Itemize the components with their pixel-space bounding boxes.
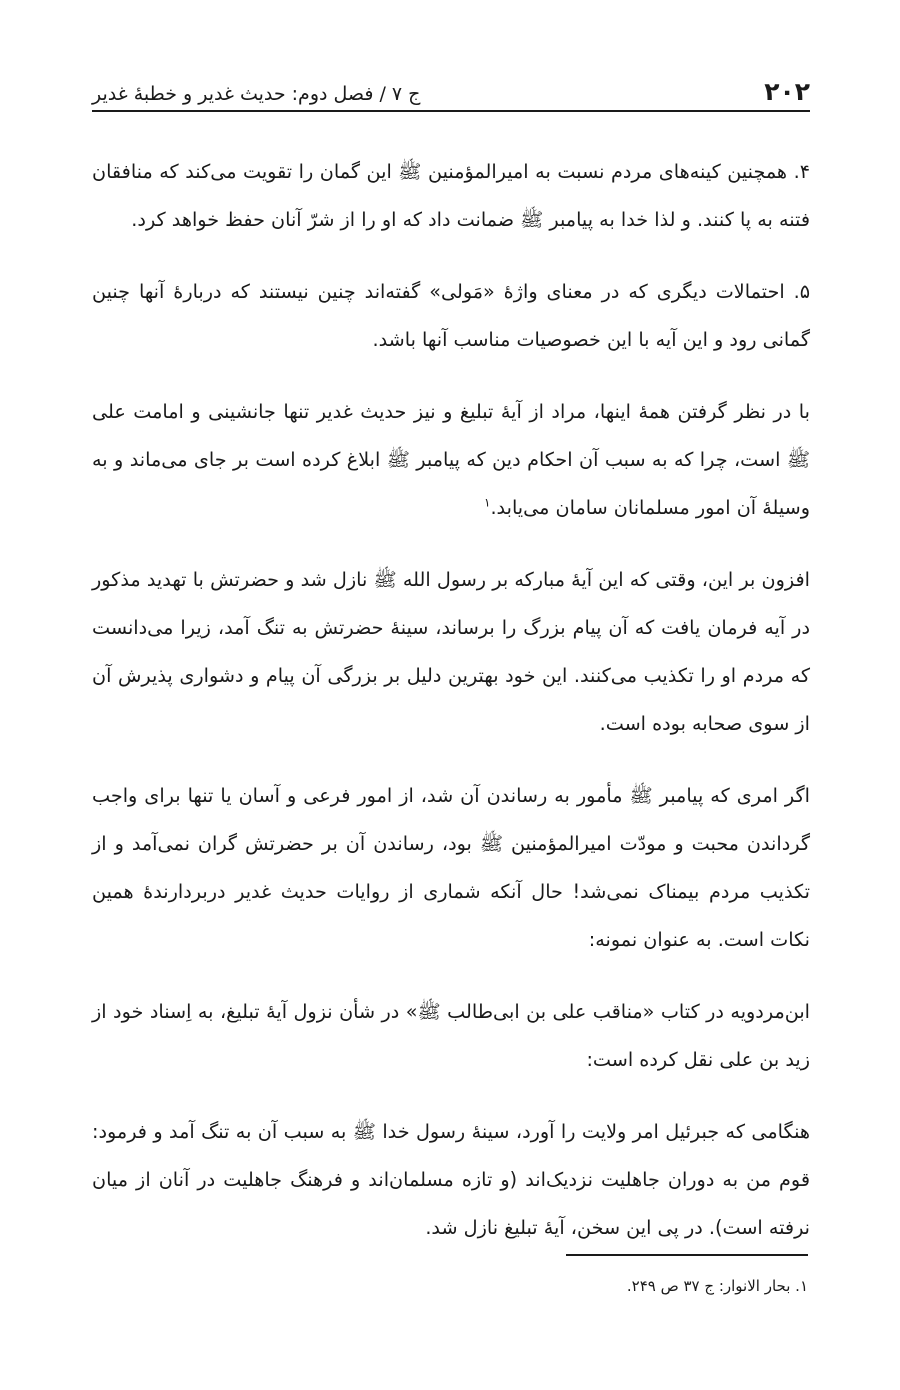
paragraph-1: ۴. همچنین کینه‌های مردم نسبت به امیرالمؤمنین ﷺ این گمان را تقویت می‌کند که منافقان فتنه به پا کنند. و لذا خدا به پیامبر ﷺ ضمانت داد که او را از شرّ آنان حفظ خواهد کرد. xyxy=(92,160,810,231)
paragraph-3-text: با در نظر گرفتن همهٔ اینها، مراد از آیهٔ تبلیغ و نیز حدیث غدیر تنها جانشینی و امامت علی ﷺ است، چرا که به سبب آن احکام دین که پیامبر ﷺ ابلاغ کرده است بر جای می‌ماند و به وسیلهٔ آن امور مسلمانان سامان می‌یابد. xyxy=(92,400,810,519)
book-page xyxy=(92,58,810,1276)
header-title: ج ۷ / فصل دوم: حدیث غدیر و خطبهٔ غدیر xyxy=(92,83,421,105)
paragraph-3 xyxy=(92,388,810,532)
paragraph-2: ۵. احتمالات دیگری که در معنای واژهٔ «مَولی» گفته‌اند چنین نیستند که دربارهٔ آنها چنین گمانی رود و این آیه با این خصوصیات مناسب آنها باشد. xyxy=(92,280,810,351)
body-text xyxy=(92,148,810,1252)
paragraph-5: اگر امری که پیامبر ﷺ مأمور به رساندن آن شد، از امور فرعی و آسان یا تنها برای واجب گرداندن محبت و مودّت امیرالمؤمنین ﷺ بود، رساندن آن بر حضرتش گران نمی‌آمد و از تکذیب مردم بیمناک نمی‌شد! حال آنکه شماری از روایات حدیث غدیر دربردارندهٔ همین نکات است. به عنوان نمونه: xyxy=(92,784,810,951)
footnote: ۱. بحار الانوار: ج ۳۷ ص ۲۴۹. xyxy=(626,1277,808,1295)
paragraph-4: افزون بر این، وقتی که این آیهٔ مبارکه بر رسول الله ﷺ نازل شد و حضرتش با تهدید مذکور در آیه فرمان یافت که آن پیام بزرگ را برساند، سینهٔ حضرتش به تنگ آمد، زیرا می‌دانست که مردم او را تکذیب می‌کنند. این خود بهترین دلیل بر بزرگی آن پیام و دشواری پذیرش آن از سوی صحابه بوده است. xyxy=(92,568,810,735)
paragraph-6: ابن‌مردویه در کتاب «مناقب علی بن ابی‌طالب ﷺ» در شأن نزول آیهٔ تبلیغ، به اِسناد خود از زید بن علی نقل کرده است: xyxy=(92,1000,810,1071)
page-number: ۲۰۲ xyxy=(764,77,810,106)
footnote-divider xyxy=(566,1254,808,1256)
footnote-reference[interactable]: ۱ xyxy=(484,495,491,510)
running-header xyxy=(92,58,810,112)
paragraph-7: هنگامی که جبرئیل امر ولایت را آورد، سینهٔ رسول خدا ﷺ به سبب آن به تنگ آمد و فرمود: قوم من به دوران جاهلیت نزدیک‌اند (و تازه مسلمان‌اند و فرهنگ جاهلیت در آنان از میان نرفته است). در پی این سخن، آیهٔ تبلیغ نازل شد. xyxy=(92,1120,810,1239)
